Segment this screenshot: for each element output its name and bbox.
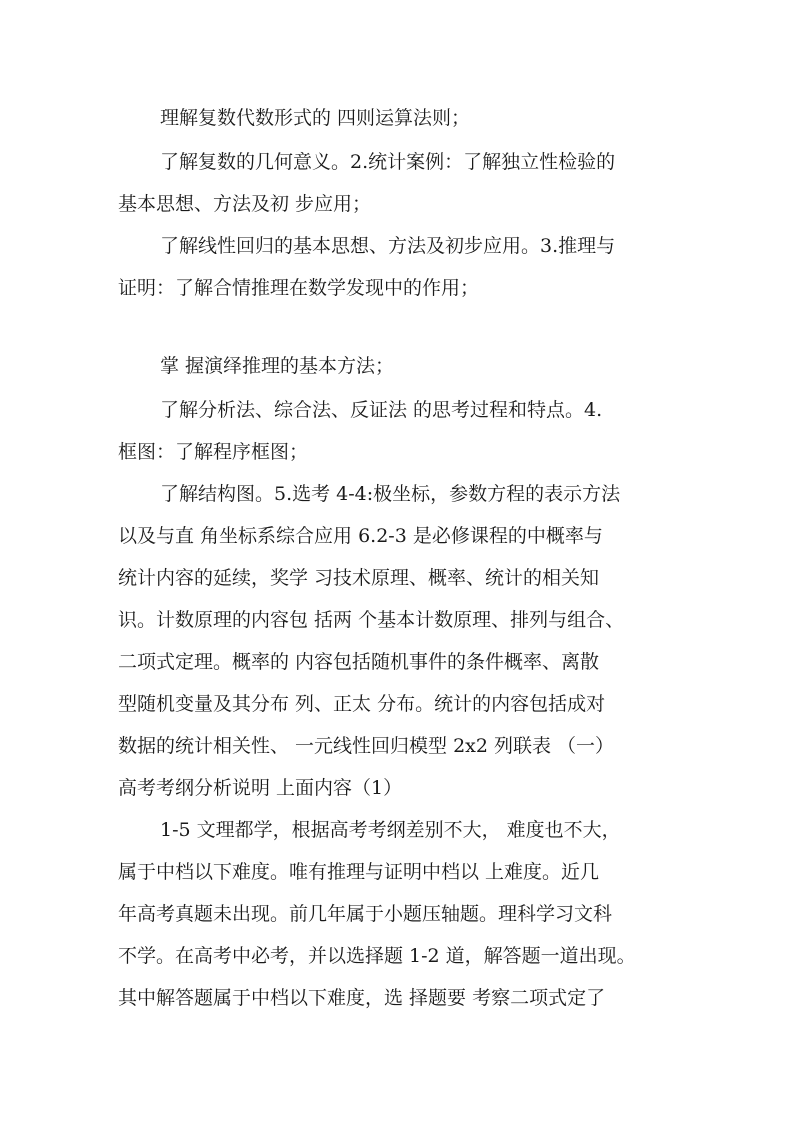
text-line-4: 了解线性回归的基本思想、方法及初步应用。3.推理与 [160, 235, 616, 257]
text-line-6: 掌 握演绎推理的基本方法； [160, 355, 395, 377]
text-line-21: 其中解答题属于中档以下难度，选 择题要 考察二项式定了 [118, 987, 606, 1009]
text-line-13: 二项式定理。概率的 内容包括随机事件的条件概率、离散 [118, 651, 600, 673]
text-line-12: 识。计数原理的内容包 括两 个基本计数原理、排列与组合、 [118, 609, 625, 631]
text-line-3: 基本思想、方法及初 步应用； [118, 193, 372, 215]
text-line-16: 高考考纲分析说明 上面内容（1） [118, 777, 403, 799]
text-line-11: 统计内容的延续，奖学 习技术原理、概率、统计的相关知 [118, 567, 600, 589]
text-line-19: 年高考真题未出现。前几年属于小题压轴题。理科学习文科 [118, 903, 613, 925]
text-line-15: 数据的统计相关性、 一元线性回归模型 2x2 列联表 （一） [118, 735, 615, 757]
text-line-10: 以及与直 角坐标系综合应用 6.2-3 是必修课程的中概率与 [118, 525, 603, 547]
text-line-1: 理解复数代数形式的 四则运算法则； [160, 107, 471, 129]
text-line-2: 了解复数的几何意义。2.统计案例：了解独立性检验的 [160, 151, 616, 173]
text-line-9: 了解结构图。5.选考 4-4:极坐标，参数方程的表示方法 [160, 483, 621, 505]
text-line-18: 属于中档以下难度。唯有推理与证明中档以 上难度。近几 [118, 861, 600, 883]
text-line-5: 证明：了解合情推理在数学发现中的作用； [118, 277, 480, 299]
text-line-20: 不学。在高考中必考，并以选择题 1-2 道，解答题一道出现。 [118, 945, 636, 967]
text-line-8: 框图：了解程序框图； [118, 441, 309, 463]
text-line-7: 了解分析法、综合法、反证法 的思考过程和特点。4. [160, 399, 603, 421]
text-line-17: 1-5 文理都学，根据高考考纲差别不大， 难度也不大， [160, 819, 621, 841]
text-line-14: 型随机变量及其分布 列、正太 分布。统计的内容包括成对 [118, 693, 606, 715]
